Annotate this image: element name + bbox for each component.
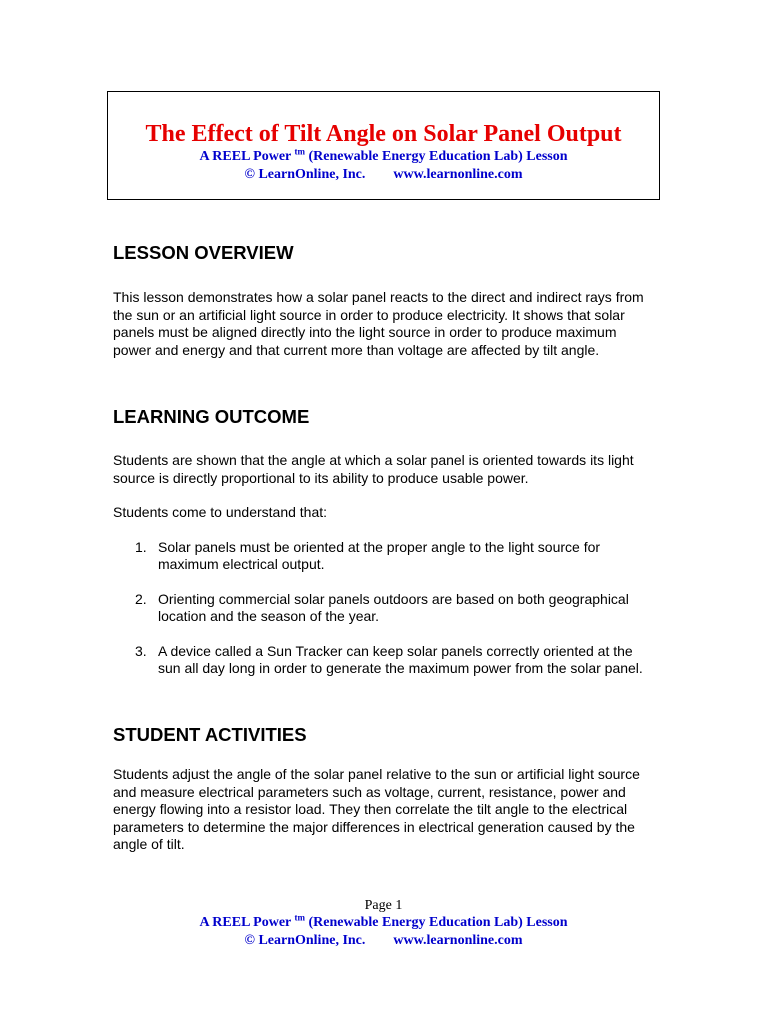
footer-trademark-mark: tm: [294, 912, 305, 923]
title-box: [107, 91, 660, 200]
outcome-list: [113, 539, 658, 678]
list-item-text: Solar panels must be oriented at the proper angle to the light source for maximum electrical output.: [158, 538, 601, 572]
lesson-overview-section: [113, 242, 658, 359]
student-activities-body: Students adjust the angle of the solar panel relative to the sun or artificial light source and measure electrical parameters such as voltage, current, resistance, power and energy flowing into a resistor load. They then correlate the tilt angle to the electrical parameters to determine the major differences in electrical generation caused by the angle of tilt.: [113, 766, 640, 852]
page-number: Page 1: [364, 898, 403, 913]
website-link[interactable]: www.learnonline.com: [393, 167, 523, 182]
learning-outcome-section: [113, 406, 658, 678]
list-item-number: 2.: [135, 590, 147, 607]
lesson-overview-body: This lesson demonstrates how a solar panel reacts to the direct and indirect rays from the sun or an artificial light source in order to produce electricity. It shows that solar panels must be aligned directly into the light source in order to produce maximum power and energy and that current more than voltage are affected by tilt angle.: [113, 289, 644, 358]
student-activities-section: [113, 724, 658, 854]
list-item-number: 1.: [135, 538, 147, 555]
list-item: [113, 539, 658, 574]
copyright-line: [108, 166, 659, 184]
footer-copyright-text: © LearnOnline, Inc.: [244, 933, 366, 948]
footer-prefix: A REEL Power: [199, 915, 291, 930]
list-item: [113, 643, 658, 678]
list-item-text: A device called a Sun Tracker can keep solar panels correctly oriented at the sun all day long in order to generate the maximum power from the solar panel.: [158, 642, 643, 676]
document-title: The Effect of Tilt Angle on Solar Panel Output: [145, 121, 622, 147]
footer-suffix: (Renewable Energy Education Lab) Lesson: [308, 915, 568, 930]
copyright-text: © LearnOnline, Inc.: [244, 167, 366, 182]
lesson-overview-heading: LESSON OVERVIEW: [113, 242, 294, 263]
list-item-number: 3.: [135, 642, 147, 659]
page-footer: [107, 897, 660, 950]
subtitle-prefix: A REEL Power: [199, 149, 291, 164]
learning-outcome-body: Students are shown that the angle at which a solar panel is oriented towards its light source is directly proportional to its ability to produce usable power.: [113, 452, 634, 486]
learning-outcome-heading: LEARNING OUTCOME: [113, 406, 310, 427]
list-item: [113, 591, 658, 626]
student-activities-heading: STUDENT ACTIVITIES: [113, 724, 307, 745]
trademark-mark: tm: [294, 146, 305, 157]
footer-copyright-line: [107, 932, 660, 950]
learning-outcome-intro: Students come to understand that:: [113, 504, 328, 520]
subtitle-suffix: (Renewable Energy Education Lab) Lesson: [308, 149, 568, 164]
footer-website-link[interactable]: www.learnonline.com: [393, 933, 523, 948]
list-item-text: Orienting commercial solar panels outdoors are based on both geographical location and the season of the year.: [158, 590, 629, 624]
footer-subtitle-line: [107, 914, 660, 932]
subtitle-line: [108, 148, 659, 166]
